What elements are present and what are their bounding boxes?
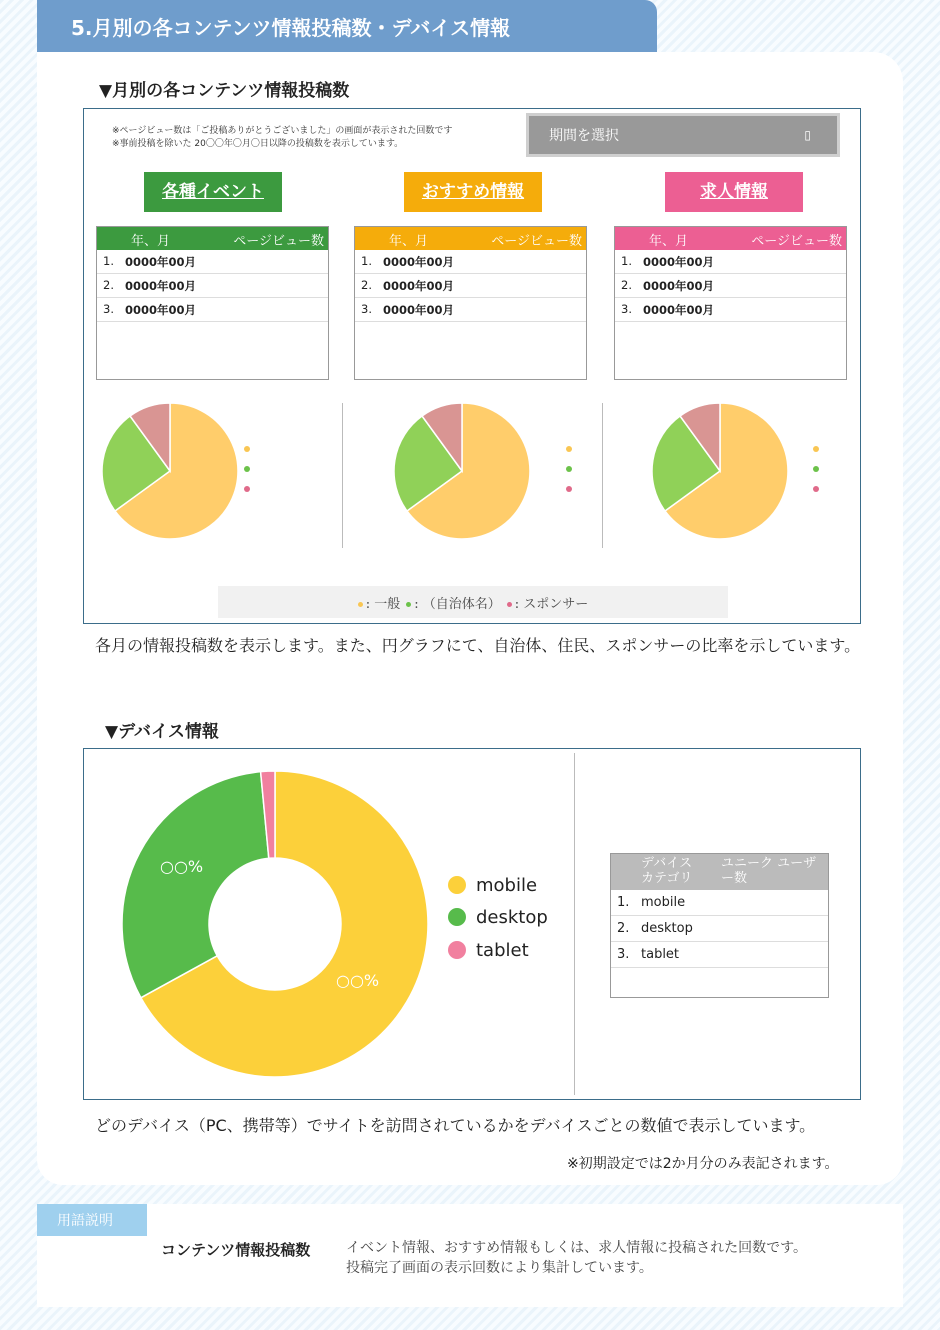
glossary-box [37,1204,903,1307]
monthly-heading: ▼月別の各コンテンツ情報投稿数 [99,81,350,101]
recommend-table [354,226,587,380]
row-number: 1. [621,254,632,268]
divider [602,403,603,548]
table-row [611,890,828,916]
row-value: 0000年00月 [125,279,197,293]
period-label: 期間を選択 [549,128,619,144]
legend-item-sponsor: : スポンサー [507,593,589,612]
legend-dot [448,908,466,926]
legend-label: mobile [476,875,538,896]
table-row [97,250,328,274]
legend-label: スポンサー [523,596,589,612]
legend-dot [813,446,819,452]
row-value: tablet [641,947,680,962]
events-button[interactable]: 各種イベント [144,172,282,212]
row-number: 1. [103,254,114,268]
row-value: 0000年00月 [383,255,455,269]
row-value: desktop [641,921,693,936]
legend-dot [566,466,572,472]
glossary-description [346,1238,807,1278]
legend-label: desktop [476,907,548,928]
legend-dot [244,466,250,472]
period-selector[interactable] [526,113,840,157]
legend-dot [813,466,819,472]
legend-label: 一般 [374,596,401,612]
row-number: 2. [361,278,372,292]
glossary-tab: 用語説明 [37,1204,147,1236]
glossary-term: コンテンツ情報投稿数 [161,1241,311,1259]
jobs-table [614,226,847,380]
table-header [611,854,828,890]
header-month: 年、月 [649,234,689,249]
note-line-1: ※ページビュー数は「ご投稿ありがとうございました」の画面が表示された回数です [112,126,453,136]
note-line-2: ※事前投稿を除いた 20〇〇年〇月〇日以降の投稿数を表示しています。 [112,139,404,149]
table-row [615,298,846,322]
header-pageviews: ページビュー数 [233,234,324,249]
legend-label: （自治体名） [422,596,501,612]
row-value: 0000年00月 [643,255,715,269]
row-number: 3. [103,302,114,316]
table-row [355,298,586,322]
pie-legend [218,586,728,618]
monthly-dashboard [83,108,861,624]
table-row [355,250,586,274]
legend-dot [813,486,819,492]
monthly-description: 各月の情報投稿数を表示します。また、円グラフにて、自治体、住民、スポンサーの比率を示しています。 [95,636,861,655]
legend-dot [566,486,572,492]
row-value: 0000年00月 [643,279,715,293]
legend-label: tablet [476,940,529,961]
recommend-pie-chart [392,401,532,541]
row-value: 0000年00月 [383,279,455,293]
row-number: 3. [617,947,630,962]
table-row [97,298,328,322]
row-number: 2. [103,278,114,292]
table-row [615,250,846,274]
header-pageviews: ページビュー数 [491,234,582,249]
legend-item-desktop [448,907,548,928]
table-row [615,274,846,298]
table-header [355,227,586,250]
jobs-pie-chart [650,401,790,541]
header-category: デバイス カテゴリ [641,856,693,886]
calendar-icon: ▯ [804,128,811,142]
events-table [96,226,329,380]
row-value: 0000年00月 [643,303,715,317]
row-number: 1. [361,254,372,268]
row-value: mobile [641,895,686,910]
donut-label-desktop: ○○% [160,857,204,876]
device-dashboard [83,748,861,1100]
row-value: 0000年00月 [383,303,455,317]
row-number: 2. [621,278,632,292]
header-month: 年、月 [131,234,171,249]
jobs-button[interactable]: 求人情報 [665,172,803,212]
footnote: ※初期設定では2か月分のみ表記されます。 [567,1156,839,1172]
legend-item-municipality: : （自治体名） [406,593,501,612]
legend-item-mobile [448,875,537,896]
device-table [610,853,829,998]
pie-slice-1 [122,772,269,998]
events-pie-chart [100,401,240,541]
glossary-desc-line-2: 投稿完了画面の表示回数により集計しています。 [346,1260,653,1276]
legend-dot [244,446,250,452]
row-number: 3. [361,302,372,316]
header-pageviews: ページビュー数 [751,234,842,249]
legend-dot [448,941,466,959]
row-value: 0000年00月 [125,303,197,317]
legend-item-general: : 一般 [358,593,401,612]
glossary-desc-line-1: イベント情報、おすすめ情報もしくは、求人情報に投稿された回数です。 [346,1240,808,1256]
device-description: どのデバイス（PC、携帯等）でサイトを訪問されているかをデバイスごとの数値で表示しています。 [95,1116,816,1135]
legend-dot [448,876,466,894]
recommend-button[interactable]: おすすめ情報 [404,172,542,212]
legend-item-tablet [448,940,529,961]
legend-dot [566,446,572,452]
legend-dot [244,486,250,492]
table-row [611,942,828,968]
section-title: 5.月別の各コンテンツ情報投稿数・デバイス情報 [37,0,657,52]
legend-dot [406,602,411,607]
legend-dot [507,602,512,607]
device-heading: ▼デバイス情報 [105,722,219,742]
donut-label-mobile: ○○% [336,971,380,990]
row-value: 0000年00月 [125,255,197,269]
header-month: 年、月 [389,234,429,249]
table-header [97,227,328,250]
legend-dot [358,602,363,607]
table-row [355,274,586,298]
divider [342,403,343,548]
header-users: ユニーク ユーザー数 [721,856,817,886]
pageview-note [112,125,452,151]
row-number: 2. [617,921,630,936]
row-number: 3. [621,302,632,316]
row-number: 1. [617,895,630,910]
content-card [37,52,903,1185]
table-row [611,916,828,942]
table-row [97,274,328,298]
device-donut-chart [120,769,430,1079]
table-header [615,227,846,250]
divider [574,753,575,1095]
